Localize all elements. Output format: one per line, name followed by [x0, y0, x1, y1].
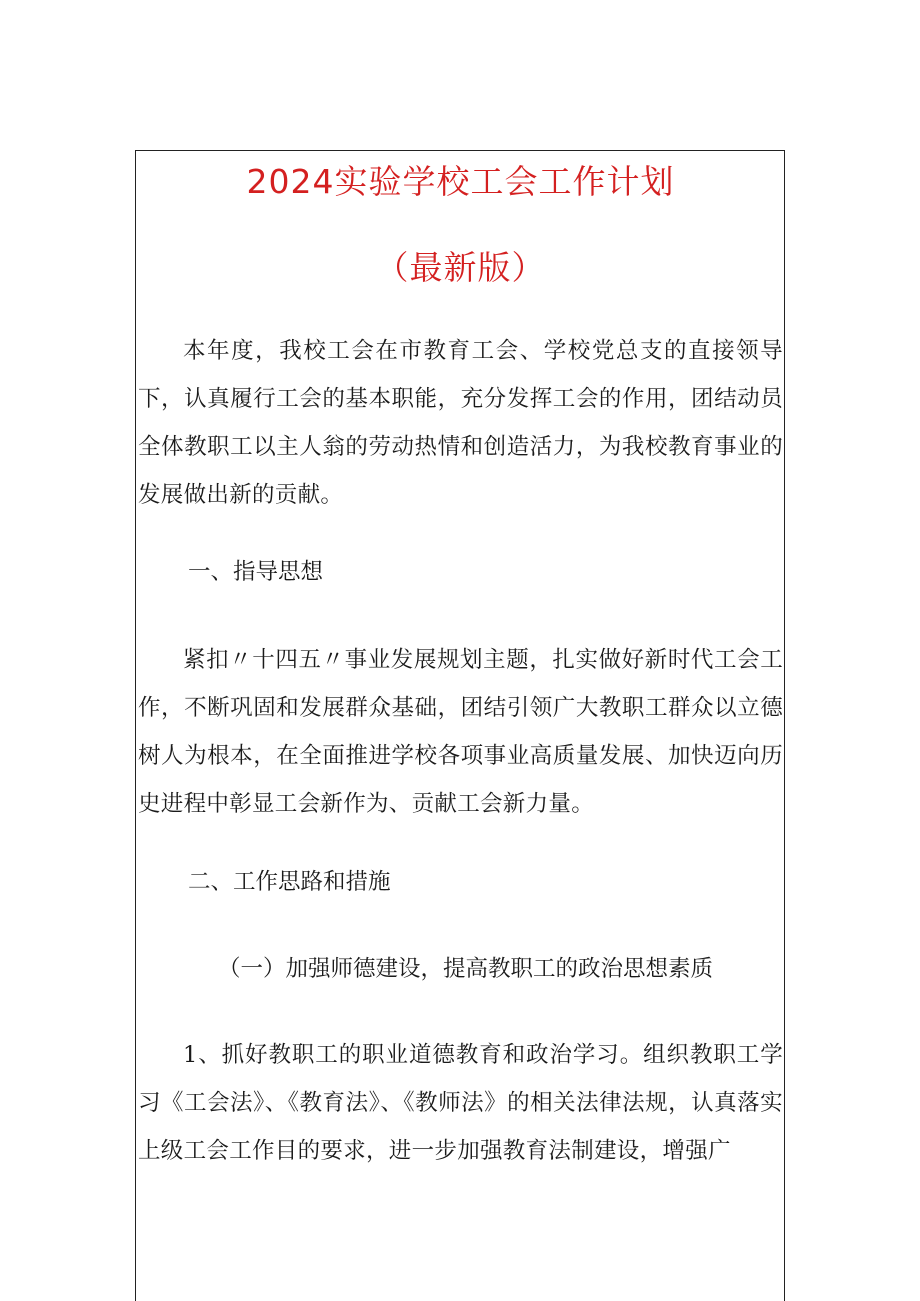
guiding-ideology-paragraph: 紧扣〃十四五〃事业发展规划主题，扎实做好新时代工会工作，不断巩固和发展群众基础，团结引领广大教职工群众以立德树人为根本，在全面推进学校各项事业高质量发展、加快迈向历史进程中彰显工会新作为、贡献工会新力量。	[138, 647, 783, 817]
section-heading-guiding-ideology: 一、指导思想	[188, 559, 324, 585]
subsection-heading-teacher-ethics: （一）加强师德建设，提高教职工的政治思想素质	[218, 956, 714, 982]
section-heading-work-measures: 二、工作思路和措施	[188, 869, 391, 895]
intro-paragraph: 本年度，我校工会在市教育工会、学校党总支的直接领导下，认真履行工会的基本职能，充分发挥工会的作用，团结动员全体教职工以主人翁的劳动热情和创造活力，为我校教育事业的发展做出新的贡献。	[138, 338, 783, 508]
document-subtitle: （最新版）	[375, 248, 546, 287]
item-paragraph-1: 1、抓好教职工的职业道德教育和政治学习。组织教职工学习《工会法》、《教育法》、《教师法》的相关法律法规，认真落实上级工会工作目的要求，进一步加强教育法制建设，增强广	[138, 1042, 783, 1164]
document-title: 2024实验学校工会工作计划	[246, 162, 675, 201]
